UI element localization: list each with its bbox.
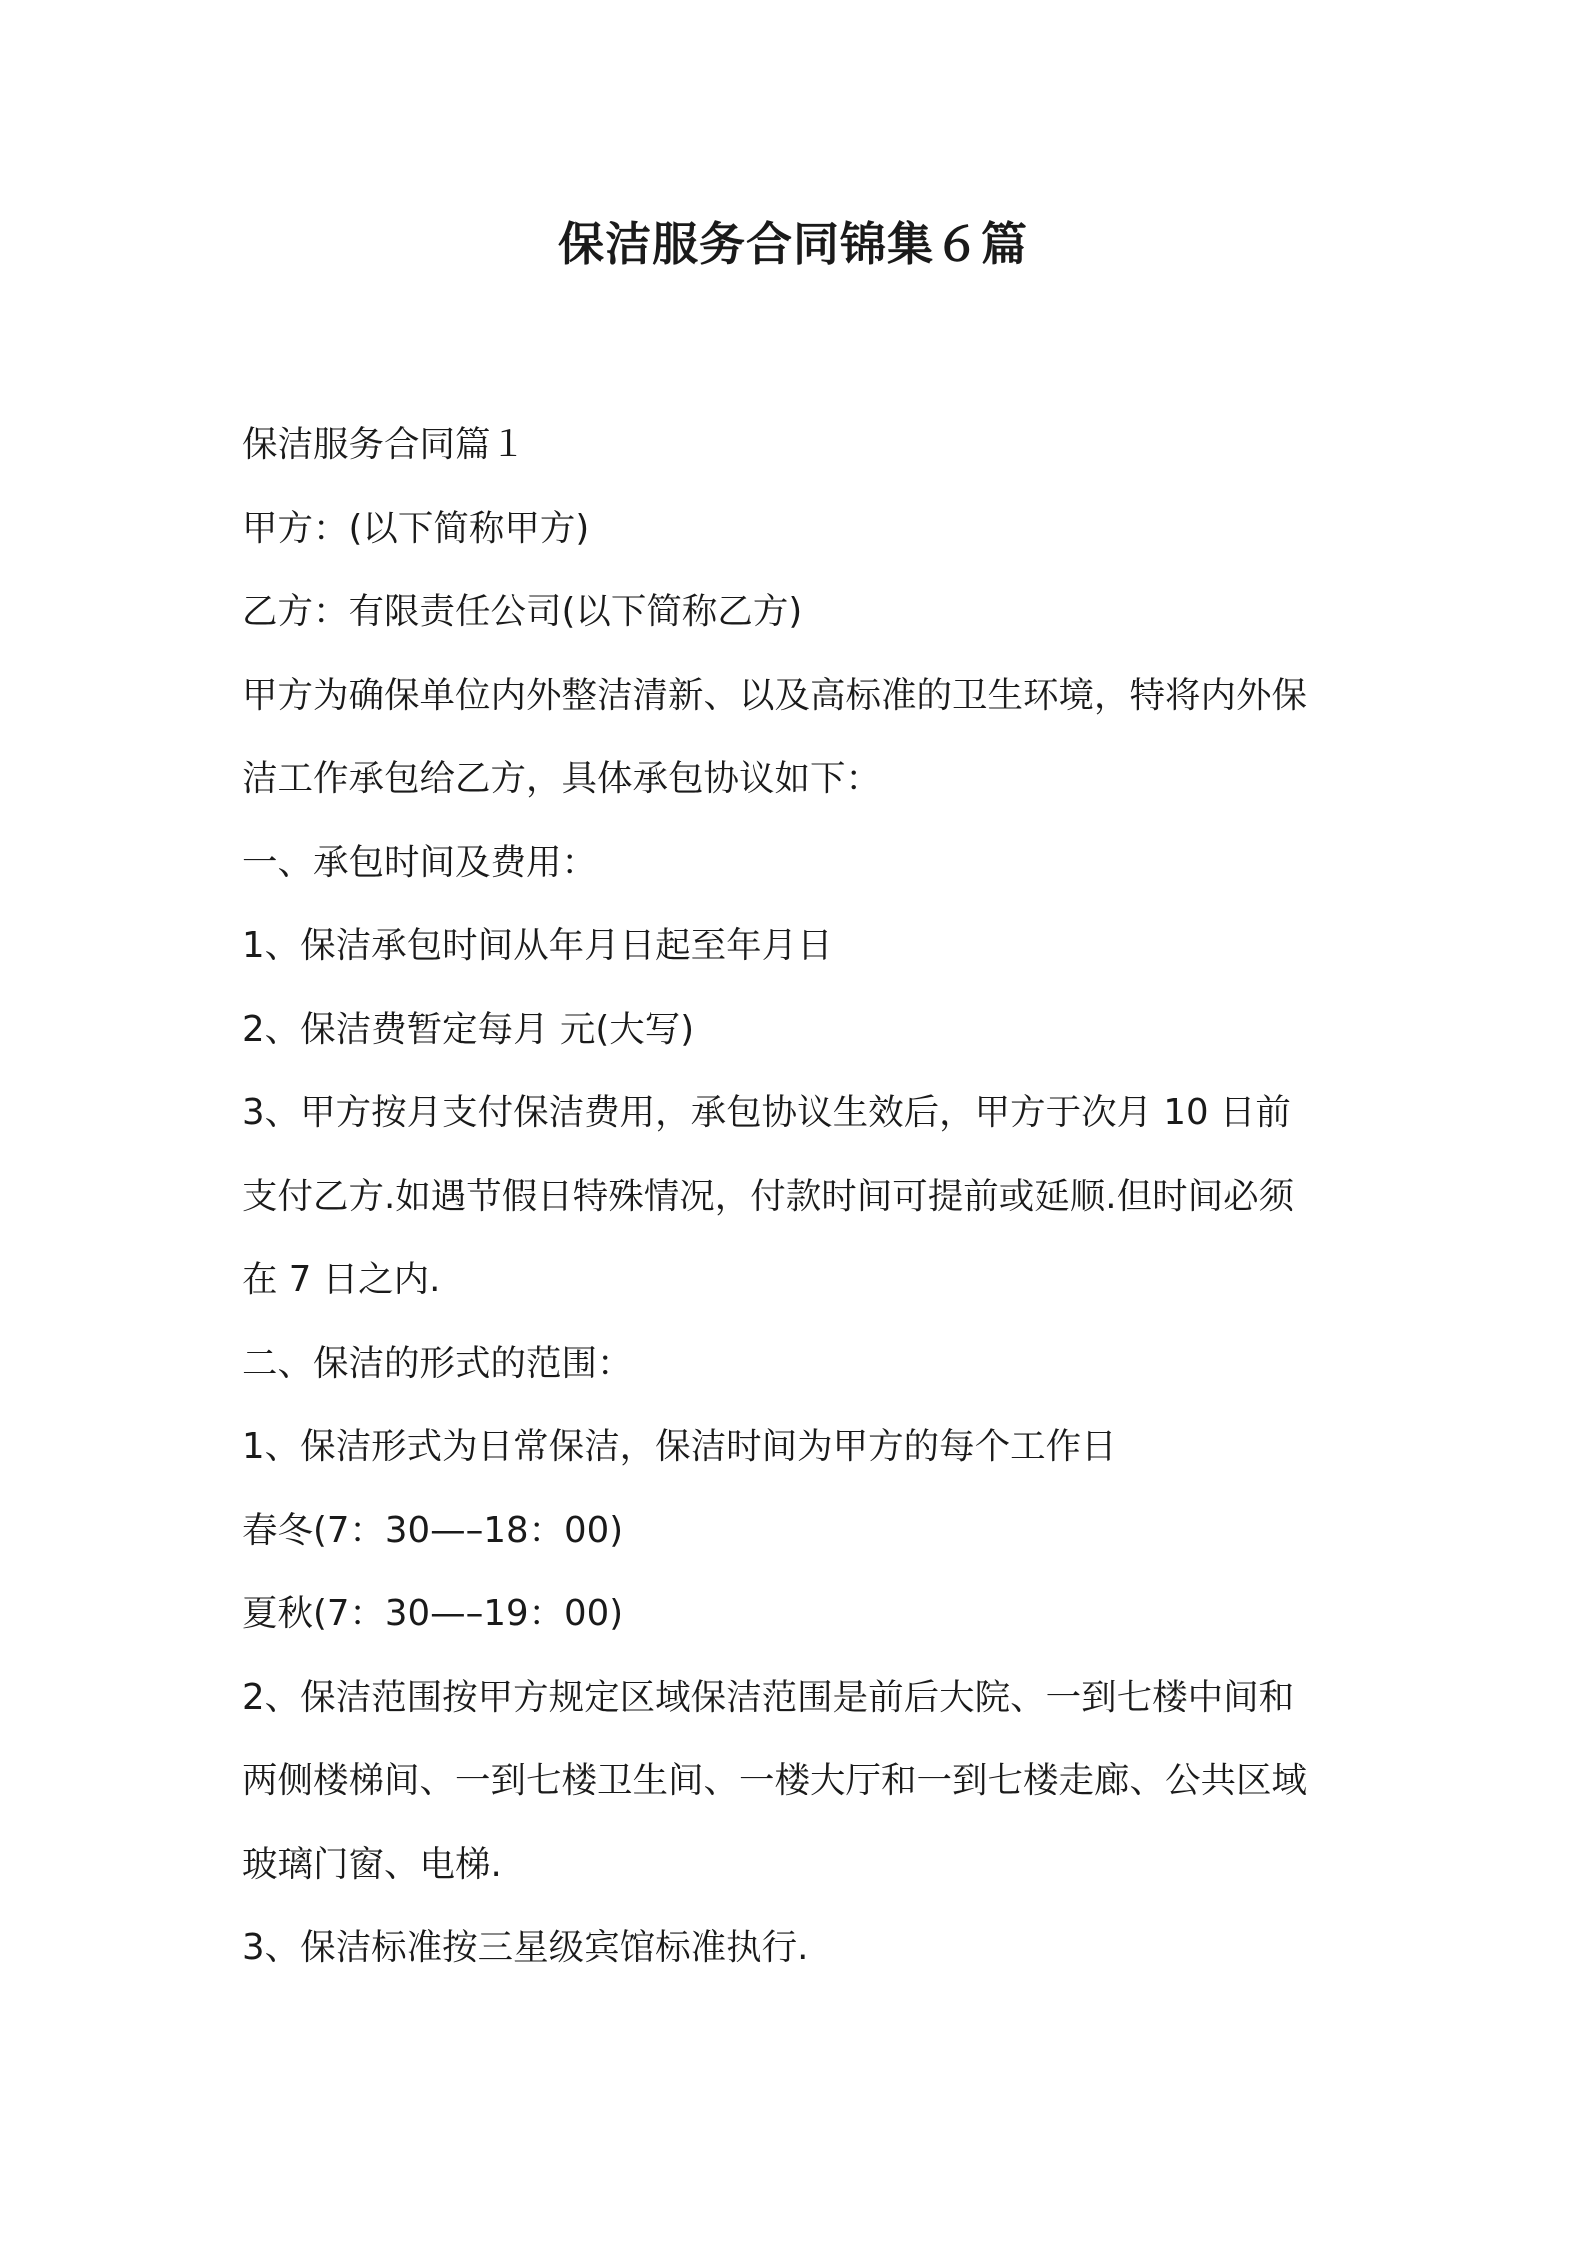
clause-heading: 二、保洁的形式的范围： <box>242 1342 633 1384</box>
section-heading: 保洁服务合同篇１ <box>242 424 527 465</box>
paragraph-line: 两侧楼梯间、一到七楼卫生间、一楼大厅和一到七楼走廊、公共区域 <box>242 1760 1308 1801</box>
clause-item: 2、保洁范围按甲方规定区域保洁范围是前后大院、一到七楼中间和 <box>242 1676 1295 1718</box>
clause-item: 3、甲方按月支付保洁费用，承包协议生效后，甲方于次月 10 日前 <box>242 1092 1291 1133</box>
paragraph-line: 在 7 日之内. <box>242 1259 441 1300</box>
paragraph-line: 支付乙方.如遇节假日特殊情况，付款时间可提前或延顺.但时间必须 <box>242 1175 1295 1217</box>
schedule-line: 夏秋(7：30—–19：00) <box>242 1593 624 1634</box>
paragraph-line: 玻璃门窗、电梯. <box>242 1843 502 1885</box>
clause-item: 1、保洁承包时间从年月日起至年月日 <box>242 925 833 966</box>
schedule-line: 春冬(7：30—–18：00) <box>242 1509 624 1551</box>
clause-item: 2、保洁费暂定每月 元(大写) <box>242 1008 695 1050</box>
paragraph-line: 甲方为确保单位内外整洁清新、以及高标准的卫生环境，特将内外保 <box>242 674 1308 716</box>
document-body <box>242 403 1362 1990</box>
clause-heading: 一、承包时间及费用： <box>242 841 598 883</box>
paragraph-line: 洁工作承包给乙方，具体承包协议如下： <box>242 758 882 799</box>
party-a-line: 甲方：(以下简称甲方) <box>242 507 590 549</box>
clause-item: 3、保洁标准按三星级宾馆标准执行. <box>242 1927 809 1968</box>
party-b-line: 乙方：有限责任公司(以下简称乙方) <box>242 591 803 632</box>
clause-item: 1、保洁形式为日常保洁，保洁时间为甲方的每个工作日 <box>242 1426 1117 1467</box>
document-title: 保洁服务合同锦集６篇 <box>558 217 1028 271</box>
